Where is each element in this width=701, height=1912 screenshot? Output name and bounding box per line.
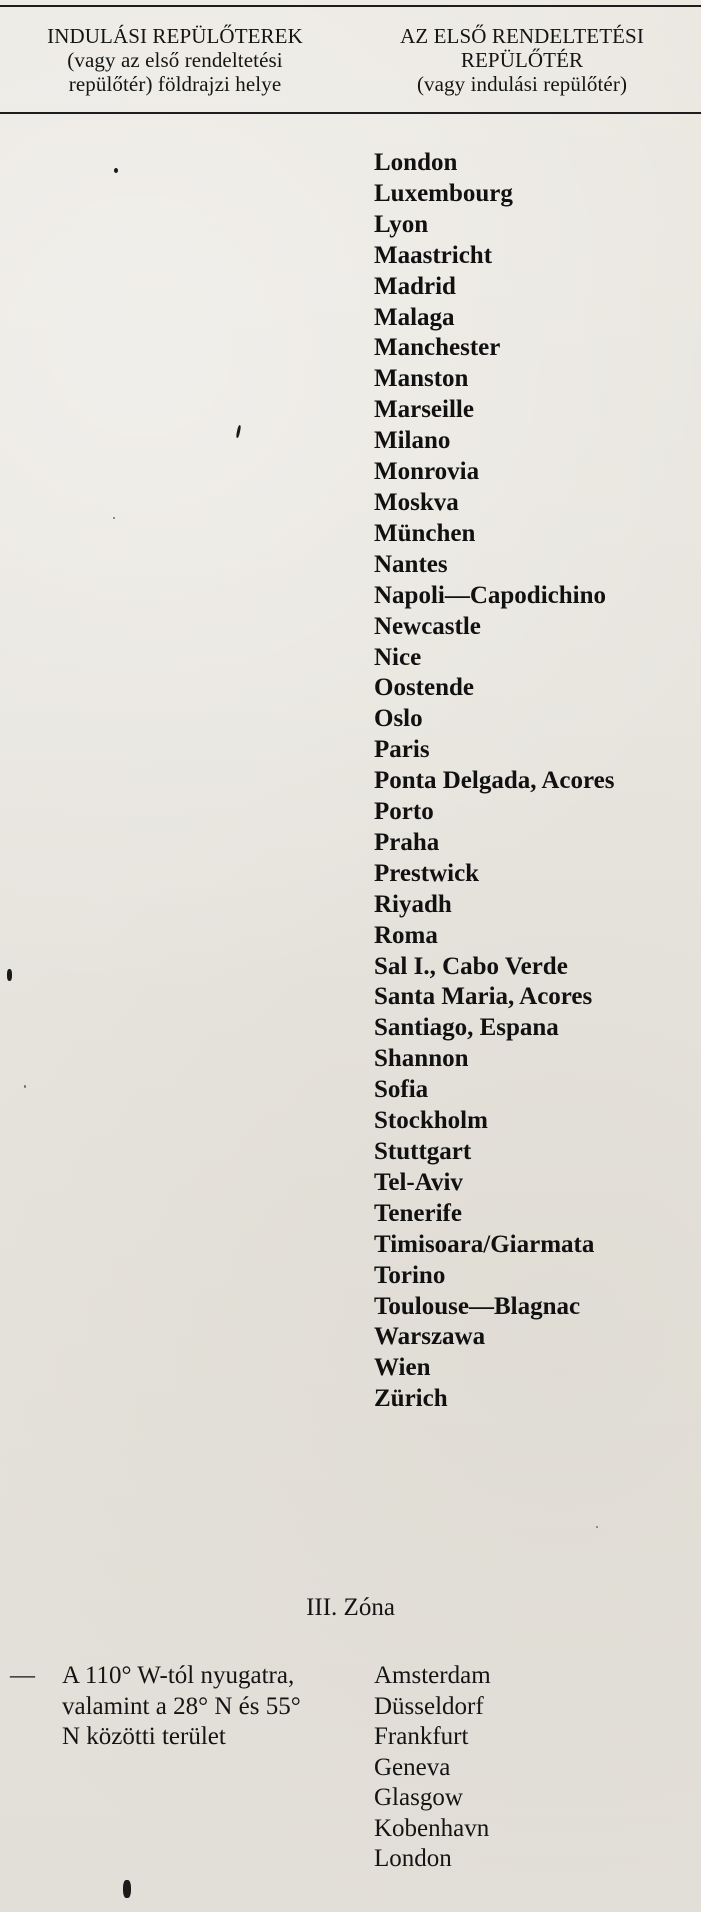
destination-city-list-zone-3 xyxy=(374,1661,491,1875)
city-item: Nice xyxy=(374,643,422,671)
header-right-line-1: AZ ELSŐ RENDELTETÉSI xyxy=(400,24,644,48)
header-left-line-3: repülőtér) földrajzi helye xyxy=(68,72,282,96)
city-item: Geneva xyxy=(374,1753,451,1781)
city-item: Warszawa xyxy=(374,1323,486,1351)
header-right-line-3: (vagy indulási repülőtér) xyxy=(416,72,628,96)
print-speck xyxy=(596,1526,598,1528)
city-item: Manchester xyxy=(374,334,501,362)
print-speck xyxy=(113,517,115,519)
city-item: Napoli—Capodichino xyxy=(374,581,607,609)
city-item: Malaga xyxy=(374,303,455,331)
city-item: Wien xyxy=(374,1354,431,1382)
city-item: Moskva xyxy=(374,488,459,516)
city-item: Tel-Aviv xyxy=(374,1168,463,1196)
city-item: Glasgow xyxy=(374,1784,463,1811)
city-item: Luxembourg xyxy=(374,179,513,207)
zone-title: III. Zóna xyxy=(306,1594,395,1621)
city-item: Lyon xyxy=(374,210,429,238)
city-item: Nantes xyxy=(374,550,448,578)
header-left-line-1: INDULÁSI REPÜLŐTEREK xyxy=(47,24,303,48)
header-departure-location xyxy=(10,24,340,96)
city-item: Manston xyxy=(374,365,469,393)
city-item: Sal I., Cabo Verde xyxy=(374,952,568,980)
city-item: Roma xyxy=(374,921,438,949)
header-right-line-2: REPÜLŐTÉR xyxy=(460,48,584,72)
print-speck xyxy=(7,969,12,981)
city-item: Monrovia xyxy=(374,458,480,486)
city-item: Milano xyxy=(374,427,451,455)
city-item: Maastricht xyxy=(374,241,493,269)
zone-region-line-1: A 110° W-tól nyugatra, xyxy=(62,1662,295,1689)
city-item: Santa Maria, Acores xyxy=(374,983,593,1011)
destination-city-list-zone-2 xyxy=(374,148,615,1415)
header-destination-airport xyxy=(357,24,687,96)
print-speck xyxy=(123,1880,131,1898)
city-item: Praha xyxy=(374,828,440,856)
city-item: Oostende xyxy=(374,674,474,702)
city-item: Ponta Delgada, Acores xyxy=(374,767,615,795)
list-dash: — xyxy=(10,1662,35,1689)
print-speck xyxy=(24,1085,26,1088)
top-rule xyxy=(0,5,701,7)
zone-region-line-3: N közötti terület xyxy=(62,1723,226,1750)
city-item: London xyxy=(374,1845,452,1872)
city-item: London xyxy=(374,149,458,176)
city-item: Kobenhavn xyxy=(374,1814,490,1842)
city-item: Newcastle xyxy=(374,612,481,640)
city-item: Toulouse—Blagnac xyxy=(374,1292,581,1320)
city-item: München xyxy=(374,519,476,547)
city-item: Stockholm xyxy=(374,1107,488,1135)
header-left-line-2: (vagy az első rendeltetési xyxy=(67,48,283,72)
city-item: Riyadh xyxy=(374,890,452,918)
city-item: Düsseldorf xyxy=(374,1692,484,1720)
city-item: Marseille xyxy=(374,396,474,424)
city-item: Paris xyxy=(374,736,430,764)
city-item: Torino xyxy=(374,1261,446,1289)
header-bottom-rule xyxy=(0,112,701,114)
city-item: Porto xyxy=(374,798,434,826)
city-item: Frankfurt xyxy=(374,1723,469,1750)
city-item: Oslo xyxy=(374,705,423,733)
city-item: Shannon xyxy=(374,1045,469,1073)
city-item: Prestwick xyxy=(374,859,480,887)
city-item: Tenerife xyxy=(374,1199,462,1227)
zone-region-line-2: valamint a 28° N és 55° xyxy=(62,1692,301,1720)
city-item: Madrid xyxy=(374,272,456,300)
city-item: Timisoara/Giarmata xyxy=(374,1230,595,1258)
city-item: Sofia xyxy=(374,1076,429,1104)
city-item: Santiago, Espana xyxy=(374,1014,559,1042)
city-item: Stuttgart xyxy=(374,1138,472,1165)
print-speck xyxy=(114,168,118,173)
city-item: Amsterdam xyxy=(374,1662,491,1689)
zone-region-text xyxy=(62,1661,362,1753)
print-speck xyxy=(236,425,242,438)
city-item: Zürich xyxy=(374,1385,448,1413)
